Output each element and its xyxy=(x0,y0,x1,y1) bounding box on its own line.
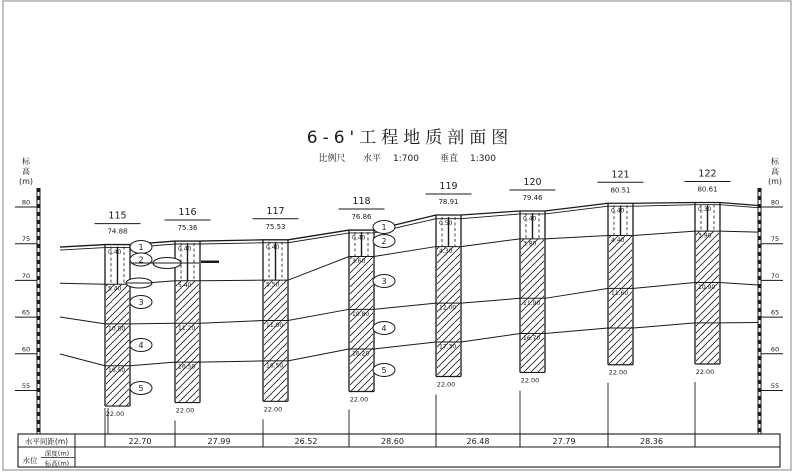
scale-vertical-value: 1:300 xyxy=(470,154,496,164)
layer-depth-label: 0.40 xyxy=(352,234,366,242)
layer-depth-label: 0.40 xyxy=(266,244,280,252)
axis-title: 标 xyxy=(22,157,30,166)
layer-depth-label: 11.90 xyxy=(523,299,541,307)
hatch-fill xyxy=(609,236,632,365)
layer-depth-label: 0.40 xyxy=(611,207,625,215)
layer-depth-label: 10.80 xyxy=(108,325,126,333)
layer-depth-label: 16.70 xyxy=(523,335,541,343)
hole-depth-label: 22.00 xyxy=(608,368,628,377)
scale-label: 比例尺 xyxy=(318,154,346,164)
layer-depth-label: 0.40 xyxy=(523,215,537,223)
borehole-ground-elevation: 75.36 xyxy=(177,224,198,233)
scale-horizontal-value: 1:700 xyxy=(393,154,419,164)
axis-title: (m) xyxy=(767,177,783,186)
stratum-number-5 xyxy=(373,364,395,377)
layer-depth-label: 10.90 xyxy=(698,284,716,292)
spacing-value: 22.70 xyxy=(128,437,152,446)
borehole-number: 119 xyxy=(439,181,458,193)
stratum-number-text: 4 xyxy=(138,341,144,350)
tick-label: 55 xyxy=(21,382,31,390)
layer-depth-label: 0.40 xyxy=(108,249,122,257)
layer-depth-label: 3.90 xyxy=(698,232,712,240)
tick-label: 65 xyxy=(770,308,780,317)
hole-depth-label: 22.00 xyxy=(349,395,369,404)
water-elevation-label: 标高(m) xyxy=(44,459,70,468)
tick-label: 70 xyxy=(21,271,31,280)
stratum-number-text: 5 xyxy=(381,366,387,375)
hole-depth-label: 22.00 xyxy=(105,410,125,419)
layer-depth-label: 17.30 xyxy=(439,343,457,351)
layer-depth-label: 16.20 xyxy=(352,350,370,358)
borehole-number: 115 xyxy=(108,210,127,222)
stratum-number-1 xyxy=(130,241,152,254)
layer-depth-label: 4.30 xyxy=(439,248,453,256)
tick-label: 55 xyxy=(770,382,780,390)
borehole-121 xyxy=(598,169,644,434)
layer-depth-label: 11.00 xyxy=(266,322,284,330)
water-level-label: 水位 xyxy=(22,456,38,465)
hatch-fill xyxy=(264,280,287,401)
stratum-number-text: 1 xyxy=(138,243,144,252)
axis-title: 高 xyxy=(22,167,30,176)
borehole-number: 120 xyxy=(523,176,542,188)
tick-label: 75 xyxy=(770,235,780,244)
stratum-number-2 xyxy=(130,253,152,266)
borehole-number: 122 xyxy=(698,168,717,180)
tick-label: 70 xyxy=(770,271,780,280)
stratum-number-4 xyxy=(373,322,395,335)
layer-depth-label: 3.80 xyxy=(523,240,537,248)
stratum-number-2 xyxy=(373,235,395,248)
borehole-122 xyxy=(685,169,731,434)
borehole-ground-elevation: 79.46 xyxy=(522,193,543,202)
spacing-value: 26.48 xyxy=(466,437,490,446)
tick-label: 65 xyxy=(21,308,31,317)
layer-depth-label: 5.40 xyxy=(178,282,192,290)
stratum-number-text: 2 xyxy=(138,255,144,265)
spacing-row-label: 水平间距(m) xyxy=(24,437,69,446)
hatch-fill xyxy=(696,231,719,364)
borehole-ground-elevation: 75.53 xyxy=(265,222,286,231)
scale-horizontal-label: 水平 xyxy=(362,154,382,164)
layer3-bottom-line xyxy=(60,283,758,324)
layer-depth-label: 16.50 xyxy=(266,362,284,370)
hole-depth-label: 22.00 xyxy=(436,380,456,389)
elevation-axis-left xyxy=(15,156,40,434)
layer-depth-label: 0.50 xyxy=(439,220,453,228)
page-title: 6-6'工程地质剖面图 xyxy=(306,128,514,148)
layer-depth-label: 4.40 xyxy=(611,237,625,245)
spacing-value: 27.99 xyxy=(207,437,231,446)
layer-depth-label: 0.30 xyxy=(698,206,712,214)
borehole-number: 118 xyxy=(352,196,371,208)
stratum-number-text: 3 xyxy=(138,298,144,307)
stratum-number-3 xyxy=(373,275,395,288)
borehole-number: 116 xyxy=(178,207,197,219)
hole-depth-label: 22.00 xyxy=(695,368,715,377)
tick-label: 80 xyxy=(770,198,780,207)
stratum-number-text: 1 xyxy=(381,223,387,232)
tick-label: 60 xyxy=(770,345,780,354)
layer-depth-label: 16.50 xyxy=(108,367,126,375)
hole-depth-label: 22.00 xyxy=(263,405,283,414)
layer-depth-label: 10.80 xyxy=(352,310,370,318)
stratum-number-5 xyxy=(130,382,152,395)
tick-label: 80 xyxy=(21,198,31,207)
water-depth-label: 深度(m) xyxy=(44,449,70,458)
hole-depth-label: 22.00 xyxy=(520,376,540,385)
axis-title: (m) xyxy=(18,177,34,186)
borehole-ground-elevation: 78.91 xyxy=(438,198,459,207)
layer-depth-label: 11.60 xyxy=(611,289,629,297)
stratum-number-text: 4 xyxy=(381,324,387,333)
layer-depth-label: 16.50 xyxy=(178,363,196,371)
borehole-119 xyxy=(426,181,472,434)
borehole-ground-elevation: 74.88 xyxy=(107,227,128,236)
hatch-fill xyxy=(176,281,199,403)
layer-depth-label: 5.50 xyxy=(266,281,280,289)
layer-depth-label: 3.60 xyxy=(352,257,366,265)
stratum-number-text: 5 xyxy=(138,384,144,393)
layer4-bottom-line xyxy=(60,323,758,366)
stratum-number-4 xyxy=(130,339,152,352)
scale-vertical-label: 垂直 xyxy=(439,154,459,164)
borehole-ground-elevation: 80.51 xyxy=(610,186,631,195)
spacing-value: 28.60 xyxy=(381,437,404,446)
elevation-axis-right xyxy=(758,156,783,434)
spacing-table xyxy=(18,434,780,468)
hatch-fill xyxy=(106,284,129,406)
axis-title: 标 xyxy=(771,157,779,166)
tick-label: 60 xyxy=(21,345,31,354)
stratum-number-text: 2 xyxy=(381,237,387,246)
stratum-number-3 xyxy=(130,296,152,309)
layer-depth-label: 11.20 xyxy=(178,324,196,332)
stratum-number-1 xyxy=(373,221,395,234)
layer-depth-label: 12.00 xyxy=(439,304,457,312)
tick-label: 75 xyxy=(21,235,31,244)
hole-depth-label: 22.00 xyxy=(175,406,195,415)
spacing-value: 27.79 xyxy=(552,437,576,446)
hatch-fill xyxy=(350,256,373,391)
spacing-value: 26.52 xyxy=(294,437,318,446)
spacing-value: 28.36 xyxy=(640,437,663,446)
borehole-ground-elevation: 76.86 xyxy=(351,213,372,222)
layer-depth-label: 5.40 xyxy=(108,285,122,293)
borehole-120 xyxy=(510,177,556,434)
borehole-number: 121 xyxy=(611,169,630,181)
layer-depth-label: 0.40 xyxy=(178,245,192,253)
axis-title: 高 xyxy=(771,167,779,176)
borehole-number: 117 xyxy=(266,205,285,217)
stratum-number-text: 3 xyxy=(381,277,387,286)
borehole-ground-elevation: 80.61 xyxy=(697,185,718,194)
